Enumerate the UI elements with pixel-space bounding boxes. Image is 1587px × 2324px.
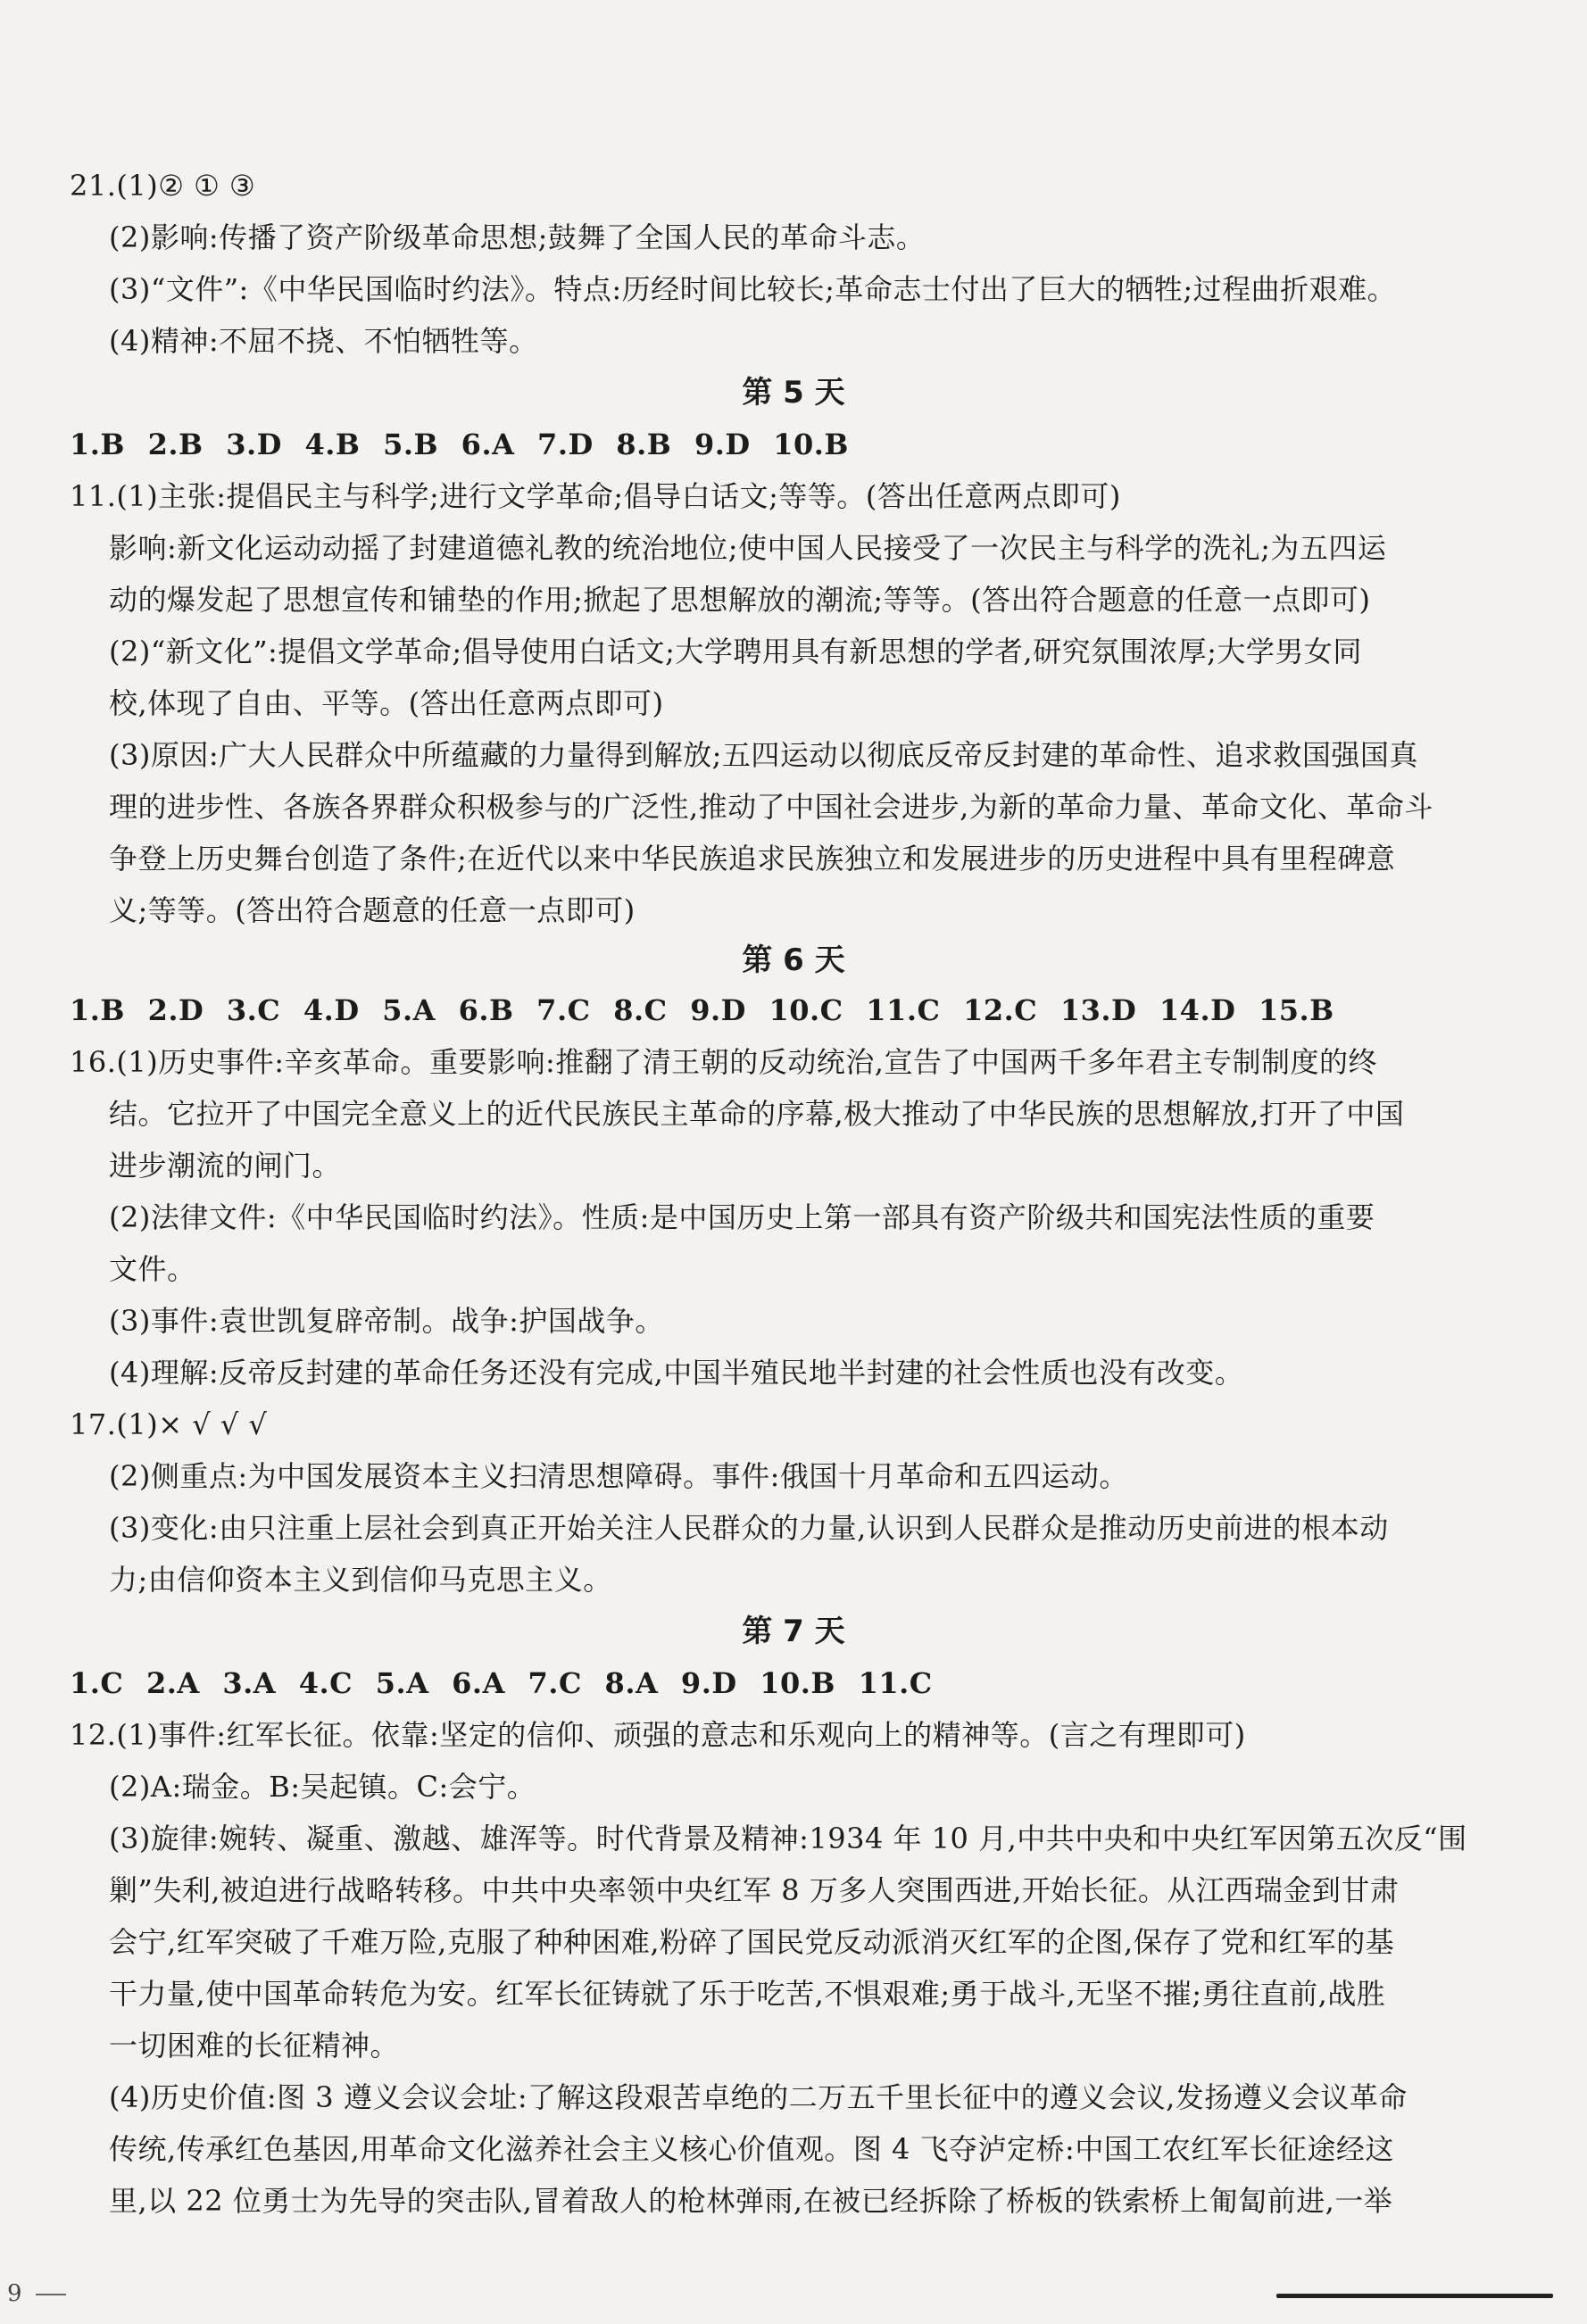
answer-12-4-c: 里,以 22 位勇士为先导的突击队,冒着敌人的枪林弹雨,在被已经拆除了桥板的铁索桥上匍匐前进,一举 <box>109 2184 1393 2218</box>
footer-rule <box>1276 2294 1553 2298</box>
answer-21-1: 21.(1)② ① ③ <box>70 169 256 203</box>
answer-12-3-d: 干力量,使中国革命转危为安。红军长征铸就了乐于吃苦,不惧艰难;勇于战斗,无坚不摧;勇往直前,战胜 <box>109 1977 1386 2011</box>
answer-17-3-b: 力;由信仰资本主义到信仰马克思主义。 <box>109 1563 612 1597</box>
answer-11-3-a: (3)原因:广大人民群众中所蕴藏的力量得到解放;五四运动以彻底反帝反封建的革命性、追求救国强国真 <box>109 738 1418 772</box>
answer-16-3: (3)事件:袁世凯复辟帝制。战争:护国战争。 <box>109 1304 664 1338</box>
answer-12-4-a: (4)历史价值:图 3 遵义会议会址:了解这段艰苦卓绝的二万五千里长征中的遵义会议,发扬遵义会议革命 <box>109 2080 1408 2114</box>
answer-16-4: (4)理解:反帝反封建的革命任务还没有完成,中国半殖民地半封建的社会性质也没有改变。 <box>109 1356 1244 1390</box>
answer-16-2-a: (2)法律文件:《中华民国临时约法》。性质:是中国历史上第一部具有资产阶级共和国宪法性质的重要 <box>109 1200 1375 1234</box>
answer-16-1-b: 结。它拉开了中国完全意义上的近代民族民主革命的序幕,极大推动了中华民族的思想解放,打开了中国 <box>109 1097 1405 1131</box>
answer-11-2-b: 校,体现了自由、平等。(答出任意两点即可) <box>109 686 664 720</box>
footer-dash <box>36 2294 66 2295</box>
answer-17-3-a: (3)变化:由只注重上层社会到真正开始关注人民群众的力量,认识到人民群众是推动历史前进的根本动 <box>109 1511 1389 1545</box>
page-number: 9 <box>7 2280 22 2307</box>
answer-11-1-influence-a: 影响:新文化运动动摇了封建道德礼教的统治地位;使中国人民接受了一次民主与科学的洗礼;为五四运 <box>109 531 1387 565</box>
answer-16-2-b: 文件。 <box>109 1252 196 1286</box>
answer-11-3-d: 义;等等。(答出符合题意的任意一点即可) <box>109 893 636 927</box>
day-6-choice-answers: 1.B 2.D 3.C 4.D 5.A 6.B 7.C 8.C 9.D 10.C 11.C 12.C 13.D 14.D 15.B <box>70 993 1334 1027</box>
answer-11-1: 11.(1)主张:提倡民主与科学;进行文学革命;倡导白话文;等等。(答出任意两点即可) <box>70 479 1121 513</box>
day-7-choice-answers: 1.C 2.A 3.A 4.C 5.A 6.A 7.C 8.A 9.D 10.B 11.C <box>70 1666 933 1700</box>
answer-21-2: (2)影响:传播了资产阶级革命思想;鼓舞了全国人民的革命斗志。 <box>109 220 926 254</box>
answer-12-4-b: 传统,传承红色基因,用革命文化滋养社会主义核心价值观。图 4 飞夺泸定桥:中国工农红军长征途经这 <box>109 2132 1394 2166</box>
day-6-heading: 第 6 天 <box>742 942 845 978</box>
answer-12-3-c: 会宁,红军突破了千难万险,克服了种种困难,粉碎了国民党反动派消灭红军的企图,保存了党和红军的基 <box>109 1925 1395 1959</box>
day-5-choice-answers: 1.B 2.B 3.D 4.B 5.B 6.A 7.D 8.B 9.D 10.B <box>70 427 849 461</box>
answer-16-1-a: 16.(1)历史事件:辛亥革命。重要影响:推翻了清王朝的反动统治,宣告了中国两千多年君主专制制度的终 <box>70 1045 1377 1079</box>
answer-12-3-b: 剿”失利,被迫进行战略转移。中共中央率领中央红军 8 万多人突围西进,开始长征。从江西瑞金到甘肃 <box>109 1873 1400 1907</box>
answer-12-1: 12.(1)事件:红军长征。依靠:坚定的信仰、顽强的意志和乐观向上的精神等。(言之有理即可) <box>70 1718 1246 1752</box>
answer-11-2-a: (2)“新文化”:提倡文学革命;倡导使用白话文;大学聘用具有新思想的学者,研究氛围浓厚;大学男女同 <box>109 635 1362 668</box>
answer-16-1-c: 进步潮流的闸门。 <box>109 1149 342 1183</box>
answer-17-1: 17.(1)× √ √ √ <box>70 1407 268 1441</box>
answer-12-2: (2)A:瑞金。B:吴起镇。C:会宁。 <box>109 1770 536 1804</box>
answer-11-1-influence-b: 动的爆发起了思想宣传和铺垫的作用;掀起了思想解放的潮流;等等。(答出符合题意的任意一点即可) <box>109 583 1371 617</box>
day-5-heading: 第 5 天 <box>742 375 845 411</box>
answer-11-3-b: 理的进步性、各族各界群众积极参与的广泛性,推动了中国社会进步,为新的革命力量、革命文化、革命斗 <box>109 790 1433 824</box>
answer-21-4: (4)精神:不屈不挠、不怕牺牲等。 <box>109 324 538 358</box>
day-7-heading: 第 7 天 <box>742 1614 845 1649</box>
answer-12-3-a: (3)旋律:婉转、凝重、激越、雄浑等。时代背景及精神:1934 年 10 月,中共中央和中央红军因第五次反“围 <box>109 1822 1467 1855</box>
answer-17-2: (2)侧重点:为中国发展资本主义扫清思想障碍。事件:俄国十月革命和五四运动。 <box>109 1459 1128 1493</box>
answer-12-3-e: 一切困难的长征精神。 <box>109 2029 400 2063</box>
answer-11-3-c: 争登上历史舞台创造了条件;在近代以来中华民族追求民族独立和发展进步的历史进程中具有里程碑意 <box>109 842 1396 876</box>
answer-21-3: (3)“文件”:《中华民国临时约法》。特点:历经时间比较长;革命志士付出了巨大的牺牲;过程曲折艰难。 <box>109 272 1397 306</box>
